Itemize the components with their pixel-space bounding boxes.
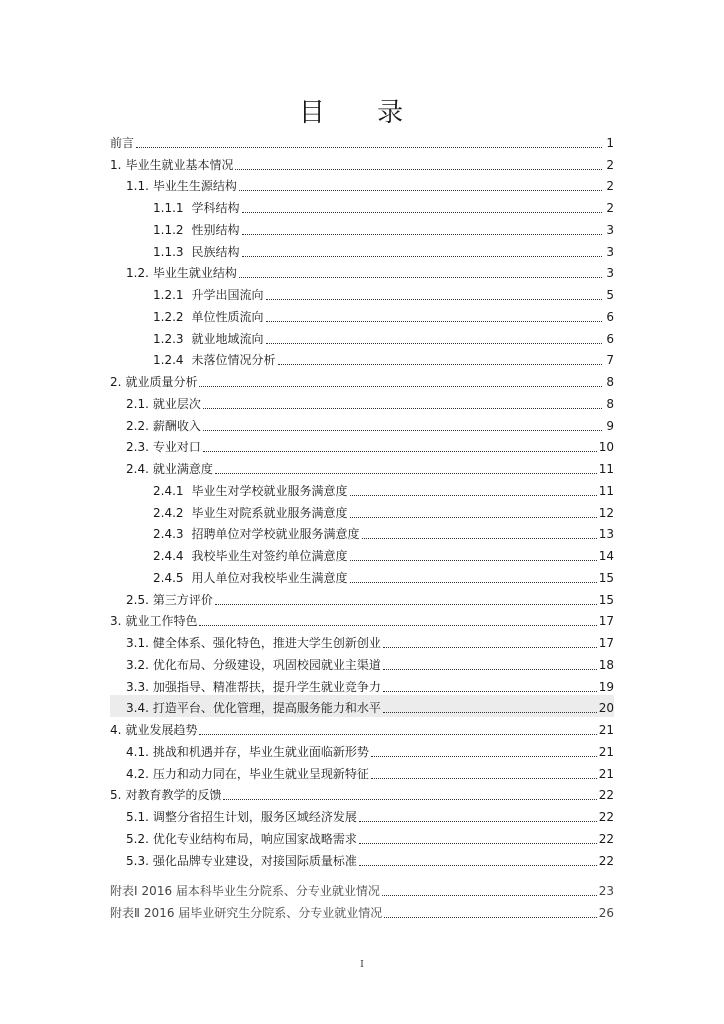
toc-entry-title: 就业满意度 [152,462,213,476]
toc-entry-number: 2.3. [126,440,149,455]
toc-entry-number: 2.4.1 [153,483,184,498]
toc-entry-page: 22 [598,788,614,803]
dot-leader [278,364,602,365]
toc-entry[interactable] [110,695,614,717]
dot-leader [371,778,597,779]
toc-entry-number: 4.1. [126,744,149,759]
toc-entry-title: 薪酬收入 [152,418,201,433]
toc-entry-page: 9 [606,418,614,433]
dot-leader [383,712,597,713]
toc-entry-page: 22 [598,810,614,824]
toc-entry-number: 2.4.2 [153,505,184,520]
toc-entry-title: 压力和动力同在，毕业生就业呈现新特征 [152,766,369,781]
toc-entry-title: 前言 [110,135,135,150]
toc-entry-number: 2.1. [126,396,149,411]
toc-entry[interactable] [110,608,614,630]
toc-entry-number: 4.2. [126,766,149,781]
toc-entry-page: 14 [598,549,614,563]
toc-entry-number: 1.1.2 [153,222,184,237]
dot-leader [362,538,597,539]
toc-entry-number: 2.4.4 [153,549,184,563]
toc-entry[interactable] [110,782,614,804]
dot-leader [359,843,597,844]
toc-entry-page: 23 [598,884,614,899]
toc-entry-title: 升学出国流向 [191,288,264,302]
toc-entry-page: 22 [598,853,614,868]
toc-entry-page: 21 [598,723,614,737]
dot-leader [203,408,602,409]
toc-entry-page: 11 [598,483,614,498]
toc-entry-page: 2 [606,157,614,172]
toc-entry-title: 优化布局、分级建设，巩固校园就业主渠道 [152,657,381,672]
toc-entry-number: 5.2. [126,831,149,846]
toc-entry-title: 就业质量分析 [125,375,198,389]
toc-entry[interactable] [110,899,614,921]
dot-leader [215,473,597,474]
toc-entry[interactable] [110,825,614,847]
toc-entry-number: 2.4.3 [153,527,184,542]
toc-entry-page: 6 [606,309,614,324]
toc-entry-title: 毕业生对院系就业服务满意度 [191,505,348,520]
toc-entry[interactable] [110,803,614,825]
toc-entry-page: 7 [606,353,614,368]
toc-entry[interactable] [110,629,614,651]
toc-entry-title: 我校毕业生对签约单位满意度 [191,549,348,563]
toc-entry-number: 2.2. [126,418,149,433]
dot-leader [359,865,597,866]
toc-entry-number: 5.3. [126,853,149,868]
toc-entry-title: 民族结构 [191,244,240,259]
toc-entry-page: 10 [598,440,614,455]
toc-entry-page: 2 [606,179,614,194]
toc-entry-title: 调整分省招生计划，服务区域经济发展 [152,810,357,824]
dot-leader [136,147,602,148]
toc-entry[interactable] [110,477,614,499]
toc-entry-number: 3.1. [126,636,149,650]
toc-entry-number: 1.1.1 [153,201,184,215]
toc-entry-number: 4. [110,723,122,737]
toc-entry-number: 5. [110,788,122,803]
toc-entry-page: 15 [598,592,614,607]
dot-leader [242,256,602,257]
toc-entry[interactable] [110,173,614,195]
toc-entry[interactable] [110,760,614,782]
toc-entry-title: 优化专业结构布局，响应国家战略需求 [152,831,357,846]
toc-entry-number: 3.3. [126,679,149,694]
toc-entry-page: 1 [606,135,614,150]
toc-entry-page: 8 [606,375,614,389]
toc-entry[interactable] [110,542,614,564]
dot-leader [242,212,602,213]
toc-entry[interactable] [110,738,614,760]
toc-entry[interactable] [110,151,614,173]
toc-entry-page: 20 [598,701,614,716]
dot-leader [199,734,596,735]
toc-entry[interactable] [110,303,614,325]
dot-leader [239,277,602,278]
toc-entry-page: 18 [598,657,614,672]
footer-page-number: I [360,960,364,970]
toc-entry[interactable] [110,716,614,738]
toc-entry[interactable] [110,847,614,869]
toc-entry[interactable] [110,455,614,477]
dot-leader [203,430,602,431]
toc-entry-title: 打造平台、优化管理，提高服务能力和水平 [152,701,381,716]
toc-entry-number: 1.2.3 [153,331,184,346]
toc-entry[interactable] [110,216,614,238]
toc-entry[interactable] [110,499,614,521]
toc-entry-number: 2. [110,375,122,389]
toc-entry[interactable] [110,586,614,608]
toc-entry-number: 5.1. [126,810,149,824]
toc-entry-number: 1.1.3 [153,244,184,259]
dot-leader [383,669,597,670]
toc-entry-title: 用人单位对我校毕业生满意度 [191,570,348,585]
page-title: 目 录 [298,98,426,128]
dot-leader [384,917,596,918]
toc-entry-page: 17 [598,614,614,629]
toc-entry-page: 5 [606,288,614,302]
toc-entry-number: 2.4.5 [153,570,184,585]
dot-leader [203,451,597,452]
toc-entry-number: 1.2. [126,266,149,281]
toc-entry-title: 未落位情况分析 [191,353,276,368]
toc-entry-page: 3 [606,222,614,237]
toc-entry[interactable] [110,325,614,347]
dot-leader [350,560,597,561]
toc-entry-title: 就业地域流向 [191,331,264,346]
toc-entry-title: 第三方评价 [152,592,213,607]
toc-entry[interactable] [110,878,614,900]
toc-entry[interactable] [110,390,614,412]
toc-entry-number: 3.4. [126,701,149,716]
dot-leader [239,190,602,191]
toc-entry-page: 17 [598,636,614,650]
toc-entry-number: 附表Ⅰ [110,884,138,899]
dot-leader [350,517,597,518]
toc-entry-page: 3 [606,266,614,281]
toc-entry-number: 2.4. [126,462,149,476]
toc-entry-title: 对教育教学的反馈 [125,788,222,803]
toc-entry[interactable] [110,673,614,695]
toc-entry-title: 就业发展趋势 [125,723,198,737]
toc-entry-title: 招聘单位对学校就业服务满意度 [191,527,360,542]
toc-entry-number: 2.5. [126,592,149,607]
toc-entry-number: 1.2.2 [153,309,184,324]
dot-leader [383,691,597,692]
toc-entry-title: 挑战和机遇并存，毕业生就业面临新形势 [152,744,369,759]
toc-entry-title: 2016 届毕业研究生分院系、分专业就业情况 [143,906,383,920]
toc-entry-number: 1.2.4 [153,353,184,368]
dot-leader [215,604,597,605]
dot-leader [350,495,597,496]
dot-leader [382,895,597,896]
toc-entry-title: 毕业生对学校就业服务满意度 [191,483,348,498]
toc-entry[interactable] [110,194,614,216]
toc-entry[interactable] [110,260,614,282]
dot-leader [359,821,597,822]
toc-entry-page: 6 [606,331,614,346]
dot-leader [350,582,597,583]
toc-entry[interactable] [110,129,614,151]
dot-leader [199,386,602,387]
toc-entry-page: 15 [598,570,614,585]
toc-entry-page: 11 [598,462,614,476]
toc-entry-page: 22 [598,831,614,846]
toc-entry-number: 1. [110,157,122,172]
toc-entry-number: 附表Ⅱ [110,906,140,920]
toc-entry-title: 加强指导、精准帮扶，提升学生就业竞争力 [152,679,381,694]
toc-entry-page: 21 [598,766,614,781]
dot-leader [266,343,602,344]
toc-entry-title: 健全体系、强化特色，推进大学生创新创业 [152,636,381,650]
dot-leader [242,234,602,235]
dot-leader [371,756,597,757]
toc-entry-title: 毕业生就业结构 [152,266,237,281]
toc-entry[interactable] [110,434,614,456]
toc-entry[interactable] [110,412,614,434]
toc-entry[interactable] [110,281,614,303]
toc-entry-title: 毕业生就业基本情况 [125,157,234,172]
dot-leader [235,169,602,170]
toc-entry-number: 3.2. [126,657,149,672]
toc-entry-title: 强化品牌专业建设，对接国际质量标准 [152,853,357,868]
toc-entry-page: 12 [598,505,614,520]
dot-leader [199,625,596,626]
toc-entry-page: 21 [598,744,614,759]
toc-entry[interactable] [110,238,614,260]
dot-leader [383,647,597,648]
toc-entry[interactable] [110,521,614,543]
dot-leader [266,299,602,300]
toc-entry-number: 1.1. [126,179,149,194]
toc-entry-page: 13 [598,527,614,542]
toc-entry[interactable] [110,651,614,673]
toc-entry[interactable] [110,368,614,390]
toc-entry[interactable] [110,564,614,586]
table-of-contents [110,129,614,921]
toc-entry-page: 3 [606,244,614,259]
toc-entry-title: 就业层次 [152,396,201,411]
toc-entry-page: 8 [606,396,614,411]
toc-entry[interactable] [110,347,614,369]
dot-leader [266,321,602,322]
toc-entry-page: 26 [598,906,614,920]
toc-entry-page: 2 [606,201,614,215]
toc-entry-page: 19 [598,679,614,694]
toc-entry-title: 专业对口 [152,440,201,455]
toc-entry-title: 2016 届本科毕业生分院系、分专业就业情况 [141,884,380,899]
toc-entry-title: 毕业生生源结构 [152,179,237,194]
toc-entry-title: 学科结构 [191,201,240,215]
toc-entry-title: 性别结构 [191,222,240,237]
toc-entry-number: 3. [110,614,122,629]
toc-entry-title: 就业工作特色 [125,614,198,629]
dot-leader [223,799,596,800]
toc-entry-title: 单位性质流向 [191,309,264,324]
toc-entry-number: 1.2.1 [153,288,184,302]
